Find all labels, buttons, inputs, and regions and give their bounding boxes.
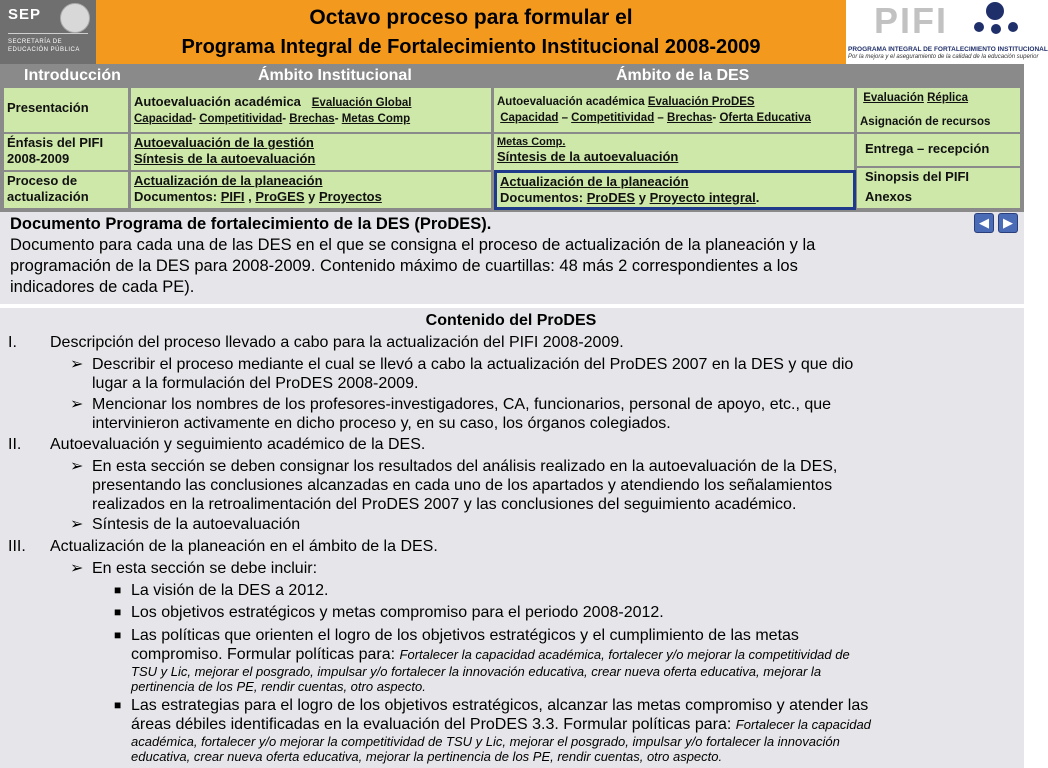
nav-inst-y: y [308, 189, 316, 204]
nav-proceso[interactable] [4, 172, 128, 208]
mexico-seal-icon [60, 3, 90, 33]
arrow-bullet-icon: ➢ [70, 356, 84, 373]
bullet-line: En esta sección se debe incluir: [92, 560, 318, 577]
nav-des-autoeval: Autoevaluación académica Evaluación ProDES Capacidad – Competitividad – Brechas- Oferta Educativa [494, 88, 854, 132]
nav-des-y: y [638, 190, 646, 205]
bullet-italic: pertinencia de los PE, rendir cuentas, otro aspecto. [131, 679, 426, 694]
pifi-dot-icon [974, 22, 984, 32]
nav-inst-proges[interactable]: ProGES [255, 189, 305, 204]
nav-evaluacion [857, 88, 1020, 132]
square-bullet-icon: ■ [114, 628, 122, 642]
nav-inst-documentos-label: Documentos: [134, 189, 218, 204]
nav-inst-brechas[interactable]: Brechas [289, 113, 335, 125]
nav-inst-sintesis[interactable]: Síntesis de la autoevaluación [134, 151, 316, 166]
nav-entrega[interactable]: Entrega – recepción [857, 134, 1020, 166]
sep-subtitle-line2: EDUCACIÓN PÚBLICA [8, 47, 80, 53]
nav-enfasis-line2: 2008-2009 [7, 151, 70, 166]
nav-des-eval-prodes[interactable]: Evaluación ProDES [647, 96, 755, 108]
nav-header-intro: Introducción [24, 67, 121, 84]
nav-inst-eval-global[interactable]: Evaluación Global [311, 97, 412, 109]
bullet-line: presentando las conclusiones alcanzadas en cada uno de los apartados y atendiendo los señalamientos [92, 477, 833, 494]
nav-header-des: Ámbito de la DES [616, 67, 750, 84]
nav-des-actualizacion[interactable]: Actualización de la planeación [500, 174, 689, 189]
bullet-line: Los objetivos estratégicos y metas compromiso para el periodo 2008-2012. [131, 604, 664, 621]
sep-subtitle-line1: SECRETARÍA DE [8, 39, 63, 45]
prev-arrow-icon[interactable]: ◀ [974, 213, 994, 233]
nav-inst-gestion[interactable]: Autoevaluación de la gestión [134, 135, 314, 150]
pifi-dot-icon [991, 24, 1001, 34]
document-description [0, 212, 1024, 304]
nav-enfasis-line1: Énfasis del PIFI [7, 135, 104, 150]
nav-proceso-line2: actualización [7, 189, 89, 204]
nav-inst-capacidad[interactable]: Capacidad [134, 113, 193, 125]
nav-header-institucional: Ámbito Institucional [258, 67, 412, 84]
section-number: I. [8, 334, 17, 351]
bullet-line: En esta sección se deben consignar los resultados del análisis realizado en la autoevaluación de la DES, [92, 458, 838, 475]
sep-subtitle [8, 38, 92, 54]
nav-inst-pifi[interactable]: PIFI [220, 189, 245, 204]
nav-anexos[interactable]: Anexos [857, 188, 1020, 208]
nav-replica[interactable]: Réplica [927, 92, 969, 104]
square-bullet-icon: ■ [114, 698, 122, 712]
bullet-line: lugar a la formulación del ProDES 2008-2009. [92, 375, 419, 392]
arrow-bullet-icon: ➢ [70, 396, 84, 413]
nav-inst-proyectos[interactable]: Proyectos [318, 189, 382, 204]
nav-des-documentos-label: Documentos: [500, 190, 584, 205]
bullet-line: Describir el proceso mediante el cual se llevó a cabo la actualización del ProDES 2007 en la DES y que dio [92, 356, 854, 373]
nav-des-brechas[interactable]: Brechas [667, 112, 713, 124]
bullet-line: intervinieron activamente en dicho proceso y, en su caso, los órganos colegiados. [92, 415, 671, 432]
description-line2: programación de la DES para 2008-2009. Contenido máximo de cuartillas: 48 más 2 correspondientes a los [10, 257, 798, 275]
bullet-italic: Fortalecer la capacidad [735, 717, 871, 732]
description-line3: indicadores de cada PE). [10, 278, 195, 296]
section-text: Actualización de la planeación en el ámbito de la DES. [50, 538, 438, 555]
current-section-highlight [494, 170, 856, 210]
sep-logo [0, 0, 96, 64]
page-title-line2: Programa Integral de Fortalecimiento Institucional 2008-2009 [181, 36, 761, 58]
arrow-bullet-icon: ➢ [70, 458, 84, 475]
pifi-tagline: Por la mejora y el aseguramiento de la calidad de la educación superior [848, 54, 1039, 60]
section-number: II. [8, 436, 22, 453]
bullet-italic: educativa, crear nueva oferta educativa, mejorar la pertinencia de los PE, rendir cuentas, otro aspecto. [131, 749, 723, 764]
nav-evaluacion-link[interactable]: Evaluación [863, 92, 924, 104]
nav-des-autoeval-label[interactable]: Autoevaluación académica [497, 96, 645, 108]
title-band [96, 0, 846, 64]
nav-enfasis[interactable] [4, 134, 128, 170]
nav-inst-competitividad[interactable]: Competitividad [199, 113, 283, 125]
nav-des-capacidad[interactable]: Capacidad [500, 112, 559, 124]
pifi-dot-icon [1008, 22, 1018, 32]
arrow-bullet-icon: ➢ [70, 560, 84, 577]
bullet-italic: Fortalecer la capacidad académica, fortalecer y/o mejorar la competitividad de [399, 647, 850, 662]
logo-divider [8, 33, 88, 34]
nav-inst-actualizacion[interactable]: Actualización de la planeación [134, 173, 323, 188]
nav-proceso-line1: Proceso de [7, 173, 78, 188]
sep-logo-text: SEP [8, 6, 42, 23]
bullet-line: realizados en la retroalimentación del ProDES 2007 y las conclusiones del seguimiento académico. [92, 496, 797, 513]
nav-institucional-autoeval: Autoevaluación académica Evaluación Global Capacidad- Competitividad- Brechas- Metas Comp [131, 88, 491, 132]
bullet-italic: TSU y Lic, mejorar el posgrado, impulsar y/o fortalecer la innovación educativa, crear nueva oferta educativa, mejorar la [131, 664, 822, 679]
bullet-line: áreas débiles identificadas en la evaluación del ProDES 3.3. Formular políticas para: [131, 716, 732, 733]
arrow-bullet-icon: ➢ [70, 516, 84, 533]
bullet-line: compromiso. Formular políticas para: [131, 646, 396, 663]
page-title-line1: Octavo proceso para formular el [309, 6, 633, 29]
description-line1: Documento para cada una de las DES en el que se consigna el proceso de actualización de la planeación y la [10, 236, 816, 254]
pifi-logo-text: PIFI [874, 0, 949, 41]
nav-institucional-gestion [131, 134, 491, 170]
nav-des-proyecto-integral[interactable]: Proyecto integral [649, 190, 756, 205]
nav-presentacion[interactable]: Presentación [4, 88, 128, 132]
bullet-line: Las políticas que orienten el logro de los objetivos estratégicos y el cumplimiento de las metas [131, 627, 799, 644]
section-number: III. [8, 538, 26, 555]
bullet-line: Las estrategias para el logro de los objetivos estratégicos, alcanzar las metas compromiso y atender las [131, 697, 869, 714]
description-title: Documento Programa de fortalecimiento de la DES (ProDES). [10, 215, 492, 233]
nav-des-metas-comp[interactable]: Metas Comp. [497, 136, 566, 148]
pifi-logo [846, 0, 1048, 64]
page-navigation [974, 213, 1020, 233]
section-text: Descripción del proceso llevado a cabo para la actualización del PIFI 2008-2009. [50, 334, 624, 351]
bullet-line: La visión de la DES a 2012. [131, 582, 329, 599]
nav-des-planeacion: Actualización de la planeación Documentos: ProDES y Proyecto integral. [497, 173, 853, 207]
nav-institucional-planeacion: Actualización de la planeación Documentos: PIFI , ProGES y Proyectos [131, 172, 491, 208]
next-arrow-icon[interactable]: ▶ [998, 213, 1018, 233]
bullet-italic: académica, fortalecer y/o mejorar la competitividad de TSU y Lic, mejorar el posgrado, impulsar y/o fortalecer la innovación [131, 734, 840, 749]
nav-inst-metas[interactable]: Metas Comp [341, 113, 411, 125]
nav-des-sintesis[interactable]: Síntesis de la autoevaluación [497, 149, 679, 164]
square-bullet-icon: ■ [114, 605, 122, 619]
bullet-line: Mencionar los nombres de los profesores-investigadores, CA, funcionarios, personal de apoyo, etc., que [92, 396, 832, 413]
nav-des-competitividad[interactable]: Competitividad [571, 112, 655, 124]
nav-des-oferta[interactable]: Oferta Educativa [719, 112, 811, 124]
pifi-subtitle: PROGRAMA INTEGRAL DE FORTALECIMIENTO INSTITUCIONAL [848, 46, 1048, 53]
content-title: Contenido del ProDES [425, 312, 597, 329]
pifi-dot-icon [986, 2, 1004, 20]
nav-asignacion[interactable]: Asignación de recursos [860, 116, 991, 128]
section-text: Autoevaluación y seguimiento académico de la DES. [50, 436, 426, 453]
square-bullet-icon: ■ [114, 583, 122, 597]
nav-inst-autoeval[interactable]: Autoevaluación académica [134, 94, 301, 109]
nav-des-gestion [494, 134, 854, 170]
nav-sinopsis[interactable]: Sinopsis del PIFI [857, 168, 1020, 188]
prodes-content [0, 308, 1024, 768]
bullet-line: Síntesis de la autoevaluación [92, 516, 301, 533]
nav-des-prodes[interactable]: ProDES [586, 190, 636, 205]
